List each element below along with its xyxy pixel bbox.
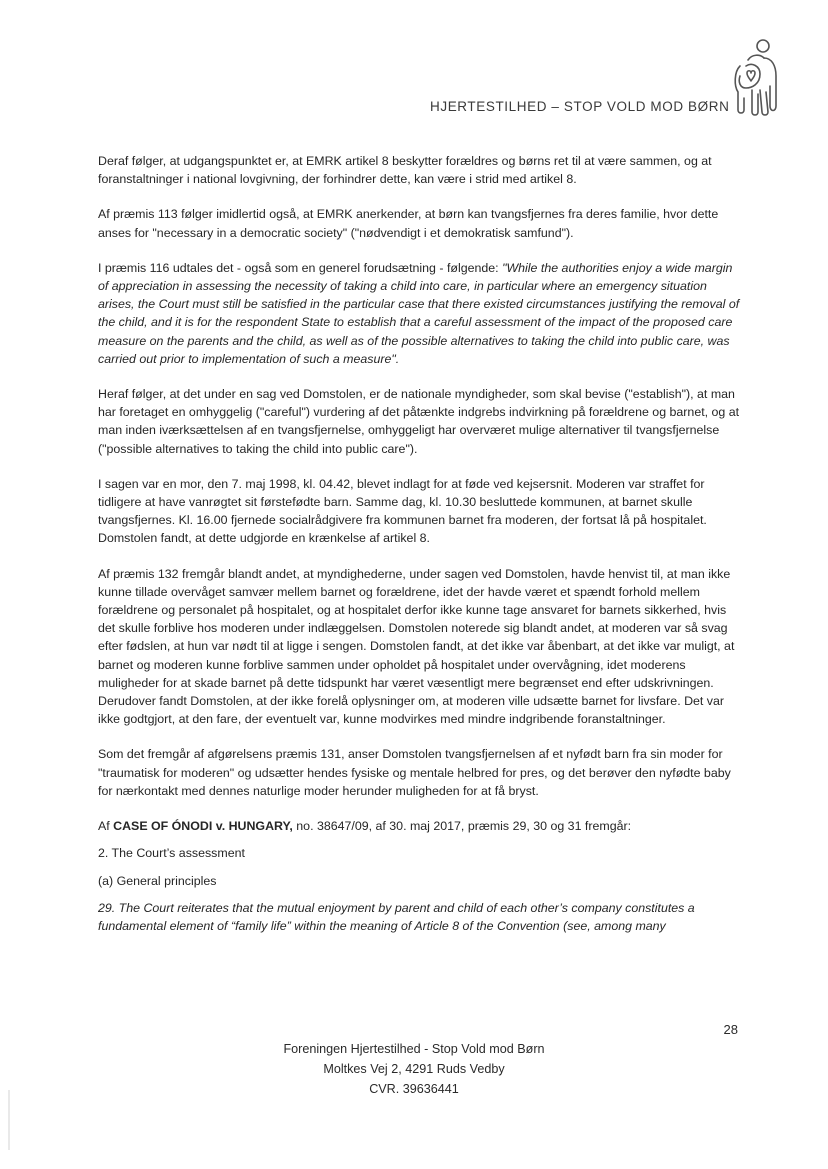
paragraph-29-quote: 29. The Court reiterates that the mutual enjoyment by parent and child of each other’s company constitutes a fundamental element of “family life” within the meaning of Article 8 of the Convention (see, among many — [98, 900, 695, 933]
paragraph-2: Af præmis 113 følger imidlertid også, at EMRK anerkender, at børn kan tvangsfjernes fra deres familie, hvor dette anses for "necessary in a democratic society" ("nødvendigt i et demokratisk samfund"). — [98, 207, 719, 240]
header-title: HJERTESTILHED – STOP VOLD MOD BØRN — [430, 99, 730, 114]
hjertestilhed-logo-icon — [730, 36, 782, 118]
document-body — [98, 152, 746, 952]
paragraph-7: Som det fremgår af afgørelsens præmis 131, anser Domstolen tvangsfjernelsen af et nyfødt barn fra sin moder for "traumatisk for moderen" og udsætter hendes fysiske og mentale helbred for pres, og det berøver den nyfødte baby for nærkontakt med dennes naturlige moder herunder muligheden for at få bryst. — [98, 747, 731, 798]
footer-organization: Foreningen Hjertestilhed - Stop Vold mod Børn — [283, 1042, 545, 1056]
paragraph-4: Heraf følger, at det under en sag ved Domstolen, er de nationale myndigheder, som skal bevise ("establish"), at man har foretaget en omhyggelig ("careful") vurdering af det påtænkte indgrebs indvirkning på forældrene og barnet, og at man inden iværksættelsen af en tvangsfjernelse, omhyggeligt har overværet mulige alternativer til tvangsfjernelse ("possible alternatives to taking the child into public care"). — [98, 387, 740, 456]
scan-edge-mark — [8, 1090, 10, 1150]
footer — [0, 1039, 828, 1099]
case-rest: no. 38647/09, af 30. maj 2017, præmis 29, 30 og 31 fremgår: — [292, 819, 632, 834]
section-heading-assessment: 2. The Court’s assessment — [98, 846, 245, 861]
page-number: 28 — [723, 1022, 738, 1037]
paragraph-1: Deraf følger, at udgangspunktet er, at EMRK artikel 8 beskytter forældres og børns ret til at være sammen, og at foranstaltninger i national lovgivning, der forhindrer dette, kan være i strid med artikel 8. — [98, 154, 712, 187]
case-name: CASE OF ÓNODI v. HUNGARY, — [113, 819, 293, 834]
paragraph-3-quote: "While the authorities enjoy a wide margin of appreciation in assessing the necessity of taking a child into care, in particular where an emergency situation arises, the Court must still be satisfied in the particular case that there existed circumstances justifying the removal of the child, and it is for the respondent State to establish that a careful assessment of the impact of the proposed care measure on the parents and the child, as well as of the possible alternatives to taking the child into public care, was carried out prior to implementation of such a measure". — [98, 260, 740, 366]
section-heading-principles: (a) General principles — [98, 873, 217, 888]
paragraph-5: I sagen var en mor, den 7. maj 1998, kl. 04.42, blevet indlagt for at føde ved kejsersnit. Moderen var straffet for tidligere at have vanrøgtet sit førstefødte barn. Samme dag, kl. 10.30 besluttede kommunen, at barnet skulle tvangsfjernes. Kl. 16.00 fjernede socialrådgivere fra kommunen barnet fra moderen, der fortsat lå på hospitalet. Domstolen fandt, at dette udgjorde en krænkelse af artikel 8. — [98, 476, 707, 546]
paragraph-3-intro: I præmis 116 udtales det - også som en generel forudsætning - følgende: — [98, 260, 503, 275]
footer-address: Moltkes Vej 2, 4291 Ruds Vedby — [323, 1062, 505, 1076]
paragraph-case-reference — [98, 817, 746, 835]
case-prefix: Af — [98, 819, 114, 834]
paragraph-3 — [98, 259, 746, 368]
paragraph-6: Af præmis 132 fremgår blandt andet, at myndighederne, under sagen ved Domstolen, havde henvist til, at man ikke kunne tillade overvåget samvær mellem barnet og forældrene, idet der havde været et spændt forhold mellem forældrene og personalet på hospitalet, og at hospitalet derfor ikke kunne tage ansvaret for barnets sikkerhed, hvis det skulle forblive hos moderen under indlæggelsen. Domstolen noterede sig blandt andet, at moderen var så svag efter fødslen, at hun var nødt til at ligge i sengen. Domstolen fandt, at det ikke var åbenbart, at det ikke var muligt, at barnet og moderen kunne forblive sammen under opholdet på hospitalet under overvågning, idet moderens muligheder for at skade barnet på dette tidspunkt har været væsentligt mere begrænset end efter udskrivningen. Derudover fandt Domstolen, at der ikke forelå oplysninger om, at moderen ville udsætte barnet for livsfare. Det var ikke godtgjort, at den fare, der eventuelt var, kunne modvirkes med mindre indgribende foranstaltninger. — [98, 566, 735, 727]
footer-cvr: CVR. 39636441 — [369, 1082, 459, 1096]
